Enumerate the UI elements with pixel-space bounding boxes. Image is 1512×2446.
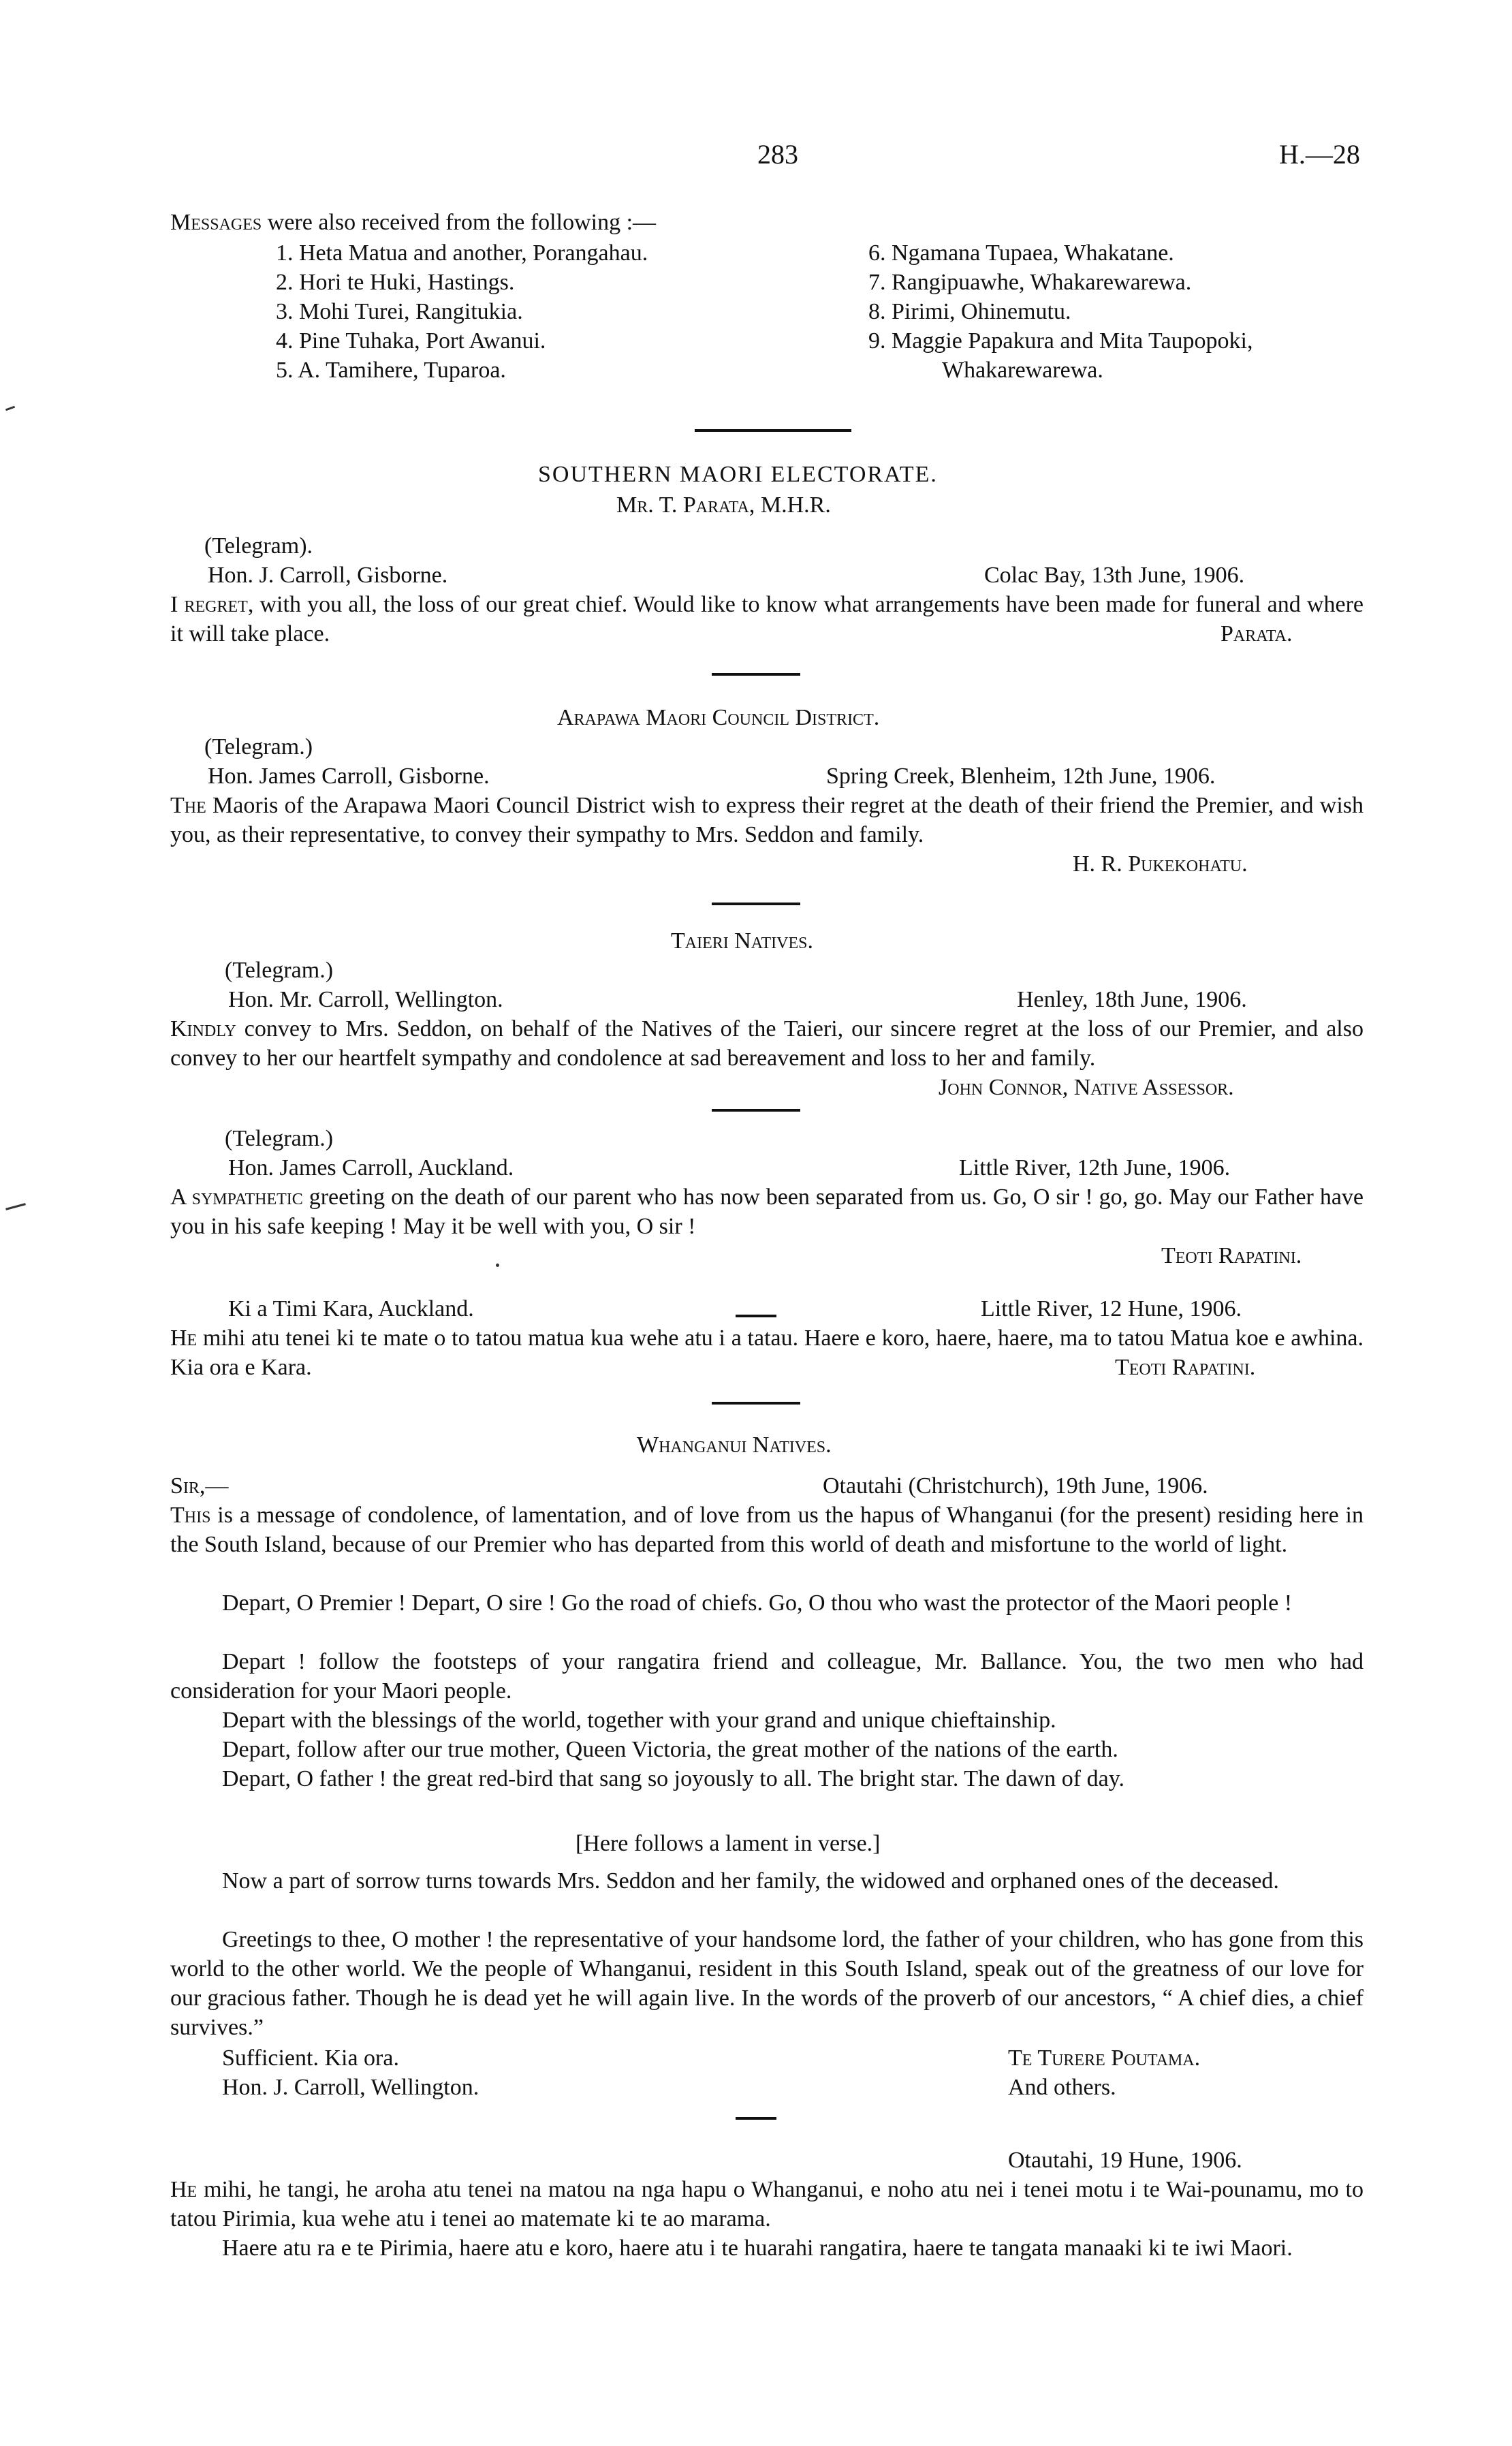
message-body: [170, 590, 1364, 648]
body-text: is a message of condolence, of lamentation, and of love from us the hapus of Whanganui (for the present) residing here in the South Island, because of our Premier who has departed from this world of death and misfortune to the world of light.: [170, 1503, 1364, 1557]
letter-paragraph: Depart ! follow the footsteps of your rangatira friend and colleague, Mr. Ballance. You, the two men who had consideration for your Maori people.: [170, 1649, 1364, 1704]
body-lead: He: [170, 1326, 198, 1351]
section-divider: [712, 1109, 800, 1112]
body-text: greeting on the death of our parent who has now been separated from us. Go, O sir ! go, go. May our Father have you in his safe keeping ! May it be well with you, O sir !: [170, 1185, 1364, 1239]
salutation: Sir,—: [170, 1473, 229, 1499]
body-lead: I regret: [170, 592, 248, 617]
others-note: And others.: [1008, 2075, 1116, 2100]
body-text: Maoris of the Arapawa Maori Council District wish to express their regret at the death of their friend the Premier, and wish you, as their representative, to convey their sympathy to Mrs. Seddon and family.: [170, 793, 1364, 847]
section-heading: Arapawa Maori Council District.: [557, 705, 880, 730]
place-date: Henley, 18th June, 1906.: [1017, 987, 1247, 1012]
place-date: Spring Creek, Blenheim, 12th June, 1906.: [826, 764, 1216, 789]
letter-paragraph: [170, 2175, 1364, 2233]
list-item: 5. A. Tamihere, Tuparoa.: [276, 358, 506, 383]
place-date: Colac Bay, 13th June, 1906.: [984, 563, 1245, 588]
list-item: Whakarewarewa.: [942, 358, 1103, 383]
margin-mark: [5, 406, 15, 411]
section-divider: [712, 673, 800, 676]
body-lead: He: [170, 2177, 198, 2202]
addressee: Hon. James Carroll, Auckland.: [228, 1155, 514, 1180]
telegram-label: (Telegram.): [225, 958, 334, 983]
signature: John Connor, Native Assessor.: [939, 1075, 1234, 1100]
list-item: 9. Maggie Papakura and Mita Taupopoki,: [868, 328, 1253, 354]
section-heading: Whanganui Natives.: [637, 1432, 832, 1458]
letter-paragraph: Depart, O father ! the great red-bird that sang so joyously to all. The bright star. The dawn of day.: [222, 1766, 1125, 1791]
messages-intro-lead: Messages: [170, 210, 262, 235]
section-divider: [712, 903, 800, 905]
addressee: Hon. J. Carroll, Wellington.: [222, 2075, 479, 2100]
message-body: [170, 791, 1364, 849]
body-lead: Kindly: [170, 1016, 236, 1041]
section-divider: [736, 2117, 776, 2120]
scan-speck: [496, 1264, 499, 1267]
body-text: convey to Mrs. Seddon, on behalf of the Natives of the Taieri, our sincere regret at the loss of our Premier, and also convey to her our heartfelt sympathy and condolence at sad bereavement and loss to her and family.: [170, 1016, 1364, 1071]
list-item: 7. Rangipuawhe, Whakarewarewa.: [868, 270, 1192, 295]
list-item: 3. Mohi Turei, Rangitukia.: [276, 299, 523, 324]
letter-paragraph: Depart, follow after our true mother, Queen Victoria, the great mother of the nations of the earth.: [222, 1737, 1118, 1762]
messages-intro-rest: were also received from the following :—: [262, 210, 657, 235]
body-text: , with you all, the loss of our great chief. Would like to know what arrangements have been made for funeral and where it will take place.: [170, 592, 1364, 646]
signature: Teoti Rapatini.: [1115, 1355, 1256, 1380]
section-heading: Taieri Natives.: [671, 928, 813, 954]
addressee: Hon. James Carroll, Gisborne.: [208, 764, 490, 789]
body-text: mihi atu tenei ki te mate o to tatou matua kua wehe atu i a tatau. Haere e koro, haere, haere, ma to tatou Matua koe e awhina. Kia ora e Kara.: [170, 1326, 1364, 1380]
list-item: 6. Ngamana Tupaea, Whakatane.: [868, 240, 1174, 266]
letter-paragraph: Depart with the blessings of the world, together with your grand and unique chieftainship.: [222, 1708, 1056, 1733]
letter-paragraph: [170, 1501, 1364, 1559]
place-date: Otautahi (Christchurch), 19th June, 1906.: [823, 1473, 1208, 1499]
body-text: mihi, he tangi, he aroha atu tenei na matou na nga hapu o Whanganui, e noho atu nei i tenei motu i te Wai-pounamu, mo to tatou Pirimia, kua wehe atu i tenei ao matemate ki te ao marama.: [170, 2177, 1364, 2231]
body-lead: This: [170, 1503, 211, 1528]
section-divider: [695, 429, 851, 432]
telegram-label: (Telegram.): [225, 1126, 334, 1151]
lament-note: [Here follows a lament in verse.]: [576, 1831, 881, 1856]
telegram-label: (Telegram.): [204, 734, 313, 759]
body-lead: The: [170, 793, 206, 818]
signature: Parata.: [1220, 621, 1293, 646]
message-body: [170, 1182, 1364, 1241]
section-divider: [736, 1315, 776, 1317]
list-item: 1. Heta Matua and another, Porangahau.: [276, 240, 648, 266]
letter-paragraph: Now a part of sorrow turns towards Mrs. Seddon and her family, the widowed and orphaned ones of the deceased.: [222, 1868, 1279, 1894]
closing: Sufficient. Kia ora.: [222, 2045, 399, 2071]
document-reference: H.—28: [1279, 139, 1360, 170]
signature: H. R. Pukekohatu.: [1073, 851, 1248, 877]
addressee: Hon. Mr. Carroll, Wellington.: [228, 987, 503, 1012]
signature: Te Turere Poutama.: [1008, 2045, 1201, 2071]
page-number: 283: [757, 139, 798, 170]
addressee: Hon. J. Carroll, Gisborne.: [208, 563, 448, 588]
list-item: 4. Pine Tuhaka, Port Awanui.: [276, 328, 546, 354]
section-heading: SOUTHERN MAORI ELECTORATE.: [538, 462, 938, 487]
list-item: 2. Hori te Huki, Hastings.: [276, 270, 515, 295]
body-lead: A sympathetic: [170, 1185, 303, 1210]
message-body: [170, 1014, 1364, 1073]
section-subheading: Mr. T. Parata, M.H.R.: [616, 492, 831, 518]
messages-intro: [170, 208, 656, 237]
place-date: Little River, 12th June, 1906.: [959, 1155, 1231, 1180]
letter-paragraph: Greetings to thee, O mother ! the representative of your handsome lord, the father of your children, who has gone from this world to the other world. We the people of Whanganui, resident in this South Island, speak out of the greatness of our love for our gracious father. Though he is dead yet he will again live. In the words of the proverb of our ancestors, “ A chief dies, a chief survives.”: [170, 1927, 1364, 2040]
list-item: 8. Pirimi, Ohinemutu.: [868, 299, 1071, 324]
margin-mark: [5, 1203, 26, 1210]
section-divider: [712, 1402, 800, 1405]
signature: Teoti Rapatini.: [1161, 1243, 1302, 1268]
addressee: Ki a Timi Kara, Auckland.: [228, 1296, 474, 1321]
letter-paragraph: Depart, O Premier ! Depart, O sire ! Go the road of chiefs. Go, O thou who wast the protector of the Maori people !: [222, 1590, 1293, 1616]
letter-paragraph: Haere atu ra e te Pirimia, haere atu e koro, haere atu i te huarahi rangatira, haere te tangata manaaki ki te iwi Maori.: [222, 2236, 1293, 2261]
telegram-label: (Telegram).: [204, 533, 313, 559]
place-date: Otautahi, 19 Hune, 1906.: [1008, 2148, 1242, 2173]
place-date: Little River, 12 Hune, 1906.: [981, 1296, 1242, 1321]
